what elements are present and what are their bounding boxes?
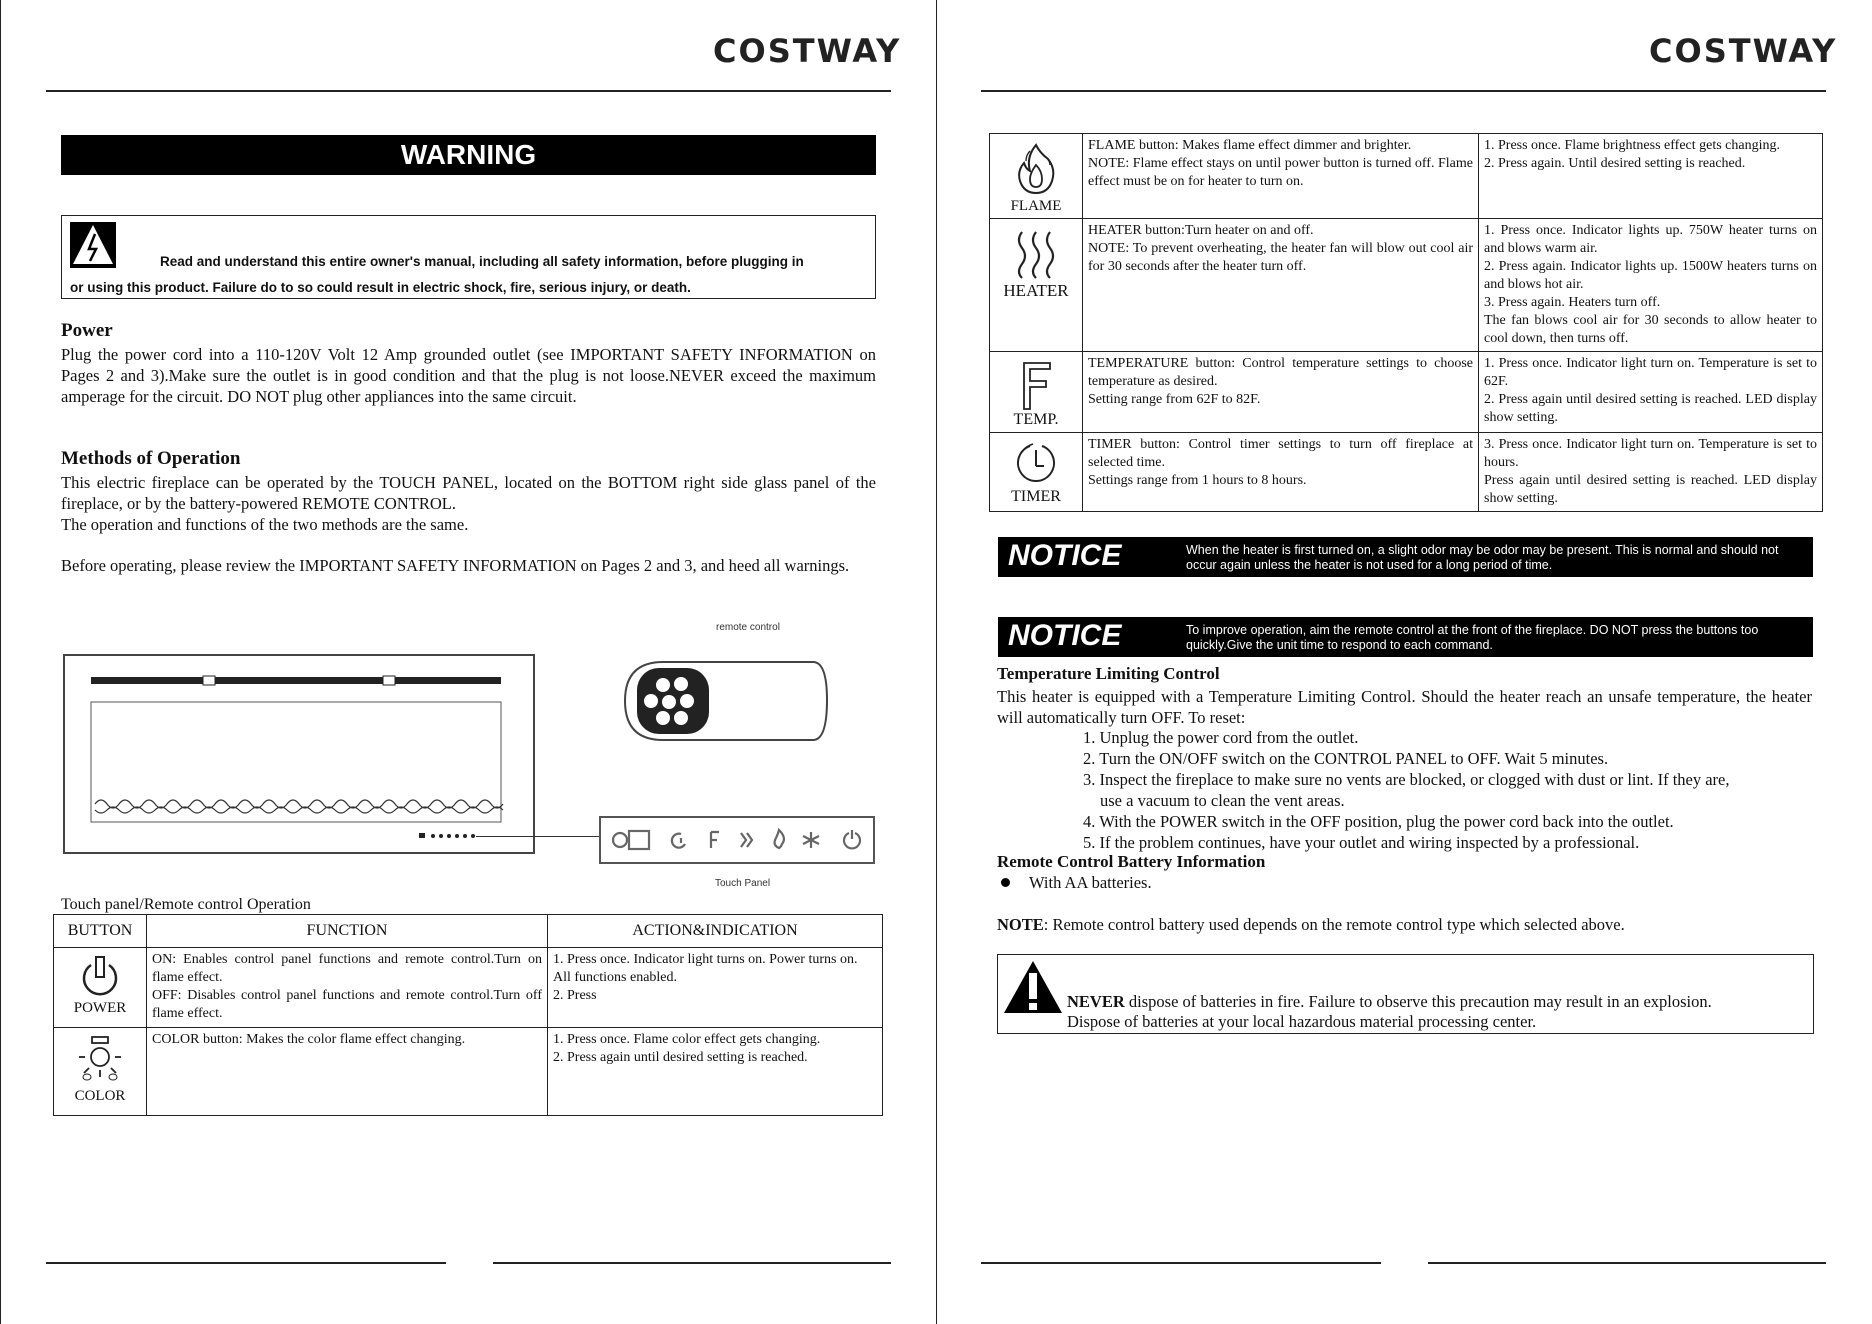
timer-icon (1014, 440, 1058, 488)
power-icon (78, 955, 122, 999)
warning-text-line2: or using this product. Failure do to so could result in electric shock, fire, serious injury, or death. (70, 280, 691, 295)
flame-icon (1010, 141, 1062, 197)
power-function: ON: Enables control panel functions and remote control.Turn on flame effect. OFF: Disables control panel functions and remote control.Turn off flame effect. (147, 948, 548, 1028)
never-label: NEVER (1067, 992, 1125, 1011)
fireplace-illustration (63, 654, 535, 854)
brand-logo: COSTWAY (1649, 32, 1838, 70)
methods-text-3: Before operating, please review the IMPORTANT SAFETY INFORMATION on Pages 2 and 3, and heed all warnings. (61, 556, 850, 575)
never-text: dispose of batteries in fire. Failure to observe this precaution may result in an explosion. (1124, 992, 1712, 1011)
caution-icon (1002, 959, 1064, 1015)
battery-heading: Remote Control Battery Information (997, 852, 1266, 871)
step-3: 3. Inspect the fireplace to make sure no vents are blocked, or clogged with dust or lint. If they are, (1083, 770, 1730, 789)
color-label: COLOR (74, 1088, 126, 1104)
step-5: 5. If the problem continues, have your outlet and wiring inspected by a professional. (1083, 833, 1640, 852)
warning-text-line1: Read and understand this entire owner's manual, including all safety information, before plugging in (160, 254, 804, 269)
step-4: 4. With the POWER switch in the OFF position, plug the power cord back into the outlet. (1083, 812, 1674, 831)
heater-icon (1014, 226, 1058, 282)
timer-label: TIMER (1011, 488, 1061, 505)
header-rule (46, 90, 891, 92)
heater-button-cell (990, 219, 1083, 352)
table-header-row (54, 915, 883, 948)
notice-title: NOTICE (1008, 539, 1122, 572)
footer-rule-left (46, 1262, 446, 1264)
power-button-cell (54, 948, 147, 1028)
color-button-cell (54, 1028, 147, 1116)
tlc-text: This heater is equipped with a Temperature Limiting Control. Should the heater reach an unsafe temperature, the heater will automatically turn OFF. To reset: (997, 687, 1812, 727)
header-rule (981, 90, 1826, 92)
tlc-heading: Temperature Limiting Control (997, 664, 1220, 683)
table-row (54, 1028, 883, 1116)
table-row (990, 219, 1823, 352)
timer-function: TIMER button: Control timer settings to turn off fireplace at selected time. Settings range from 1 hours to 8 hours. (1083, 433, 1479, 512)
heater-function: HEATER button:Turn heater on and off. NOTE: To prevent overheating, the heater fan will blow out cool air for 30 seconds after the heater turn off. (1083, 219, 1479, 352)
notice-title: NOTICE (1008, 619, 1122, 652)
bullet (1001, 878, 1010, 887)
table-caption: Touch panel/Remote control Operation (61, 896, 311, 913)
brand-logo: COSTWAY (713, 32, 902, 70)
flame-button-cell (990, 134, 1083, 219)
note-line (997, 914, 1625, 935)
note-label: NOTE (997, 915, 1044, 934)
remote-control-label: remote control (716, 622, 780, 633)
right-page (936, 0, 1872, 1324)
dispose-text: Dispose of batteries at your local hazardous material processing center. (1067, 1012, 1537, 1031)
bulb-icon (75, 1035, 125, 1087)
notice-text: To improve operation, aim the remote control at the front of the fireplace. DO NOT press the buttons too quickly.Give the unit time to respond to each command. (1186, 623, 1759, 652)
step-2: 2. Turn the ON/OFF switch on the CONTROL PANEL to OFF. Wait 5 minutes. (1083, 749, 1609, 768)
methods-text-1: This electric fireplace can be operated by the TOUCH PANEL, located on the BOTTOM right side glass panel of the fireplace, or by the battery-powered REMOTE CONTROL. (61, 473, 876, 513)
power-action: 1. Press once. Indicator light turns on. Power turns on. All functions enabled. 2. Press (548, 948, 883, 1028)
timer-button-cell (990, 433, 1083, 512)
warning-banner: WARNING (61, 135, 876, 175)
header-button: BUTTON (54, 915, 147, 948)
header-action: ACTION&INDICATION (548, 915, 883, 948)
temperature-icon (1018, 359, 1054, 411)
temperature-function: TEMPERATURE button: Control temperature settings to choose temperature as desired. Setting range from 62F to 82F. (1083, 352, 1479, 433)
color-function: COLOR button: Makes the color flame effect changing. (147, 1028, 548, 1116)
power-label: POWER (73, 1000, 127, 1016)
operation-table-right (989, 133, 1823, 512)
operation-table-left (53, 914, 883, 1116)
methods-heading: Methods of Operation (61, 448, 241, 469)
battery-warning-box (997, 954, 1814, 1034)
header-function: FUNCTION (147, 915, 548, 948)
step-3-cont: use a vacuum to clean the vent areas. (1100, 791, 1345, 810)
heater-action: 1. Press once. Indicator lights up. 750W heater turns on and blows warm air. 2. Press again. Indicator lights up. 1500W heaters turns on and blows hot air. 3. Press again. Heaters turn off. The fan blows cool air for 30 seconds to allow heater to cool down, then turns off. (1479, 219, 1823, 352)
heater-label: HEATER (1003, 281, 1069, 300)
step-1: 1. Unplug the power cord from the outlet. (1083, 728, 1359, 747)
power-text: Plug the power cord into a 110-120V Volt 12 Amp grounded outlet (see IMPORTANT SAFETY INFORMATION on Pages 2 and 3).Make sure the outlet is in good condition and that the plug is not loose.NEVER exceed the maximum amperage for the circuit. DO NOT plug other appliances into the same circuit. (61, 345, 876, 406)
methods-text-2: The operation and functions of the two methods are the same. (61, 515, 469, 534)
never-line (1067, 991, 1712, 1012)
battery-item: With AA batteries. (1029, 873, 1152, 892)
touch-panel-illustration (599, 816, 875, 864)
table-row (990, 433, 1823, 512)
color-action: 1. Press once. Flame color effect gets changing. 2. Press again until desired setting is reached. (548, 1028, 883, 1116)
footer-rule-right (493, 1262, 891, 1264)
notice-banner-remote (998, 617, 1813, 657)
electric-hazard-icon (70, 222, 116, 268)
temperature-action: 1. Press once. Indicator light turn on. Temperature is set to 62F. 2. Press again until desired setting is reached. LED display show setting. (1479, 352, 1823, 433)
table-row (54, 948, 883, 1028)
footer-rule-right (1428, 1262, 1826, 1264)
notice-banner-odor (998, 537, 1813, 577)
flame-action: 1. Press once. Flame brightness effect gets changing. 2. Press again. Until desired setting is reached. (1479, 134, 1823, 219)
touch-panel-label: Touch Panel (715, 878, 771, 889)
note-text: : Remote control battery used depends on the remote control type which selected above. (1043, 915, 1625, 934)
table-row (990, 134, 1823, 219)
notice-text: When the heater is first turned on, a slight odor may be odor may be present. This is normal and should not occur again unless the heater is not used for a long period of time. (1186, 543, 1779, 572)
footer-rule-left (981, 1262, 1381, 1264)
temperature-label: TEMP. (1013, 411, 1059, 428)
power-heading: Power (61, 320, 113, 341)
remote-control-illustration (623, 660, 829, 742)
flame-function: FLAME button: Makes flame effect dimmer and brighter. NOTE: Flame effect stays on until power button is turned off. Flame effect must be on for heater to turn on. (1083, 134, 1479, 219)
flame-label: FLAME (1010, 198, 1062, 214)
table-row (990, 352, 1823, 433)
callout-line (476, 836, 599, 837)
warning-box (61, 215, 876, 299)
temperature-button-cell (990, 352, 1083, 433)
timer-action: 3. Press once. Indicator light turn on. Temperature is set to hours. Press again until desired setting is reached. LED display show setting. (1479, 433, 1823, 512)
